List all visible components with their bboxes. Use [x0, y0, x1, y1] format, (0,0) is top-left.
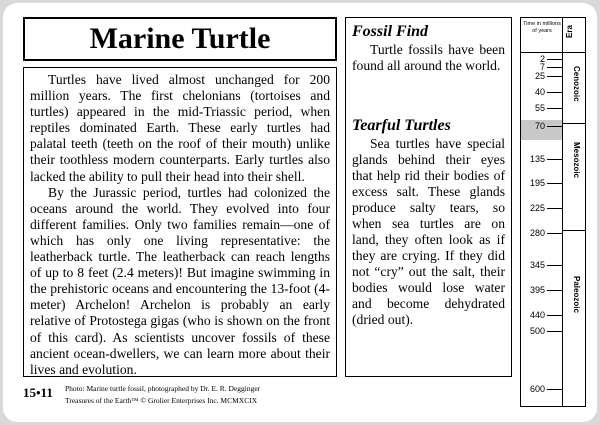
era-paleozoic: Paleozoic [572, 276, 581, 313]
fossil-find-text: Turtle fossils have been found all around the world. [352, 42, 505, 73]
tick-label: 55 [534, 103, 545, 113]
tick-mark [547, 126, 562, 127]
tick-mark [547, 290, 562, 291]
era-separator [562, 123, 585, 124]
page-title: Marine Turtle [89, 22, 271, 55]
tick-label: 7 [539, 62, 545, 72]
era-separator [562, 230, 585, 231]
sidebar-box [345, 17, 512, 377]
main-paragraph-2: By the Jurassic period, turtles had colonized the oceans around the world. They evolved into four different families. Only two families remain—one of which has only one living representative: the leatherback turtle. The leatherback can reach lengths of up to 8 feet (2.4 meters)! But imagine swimming in the prehistoric oceans and encountering the 13-foot (4-meter) Archelon! Archelon is probably an early relative of Protostega gigas (who is shown on the front of this card). As scientists uncover fossils of these ancient ocean-dwellers, we can learn more about their lives and evolution. [30, 184, 330, 377]
tick-mark [547, 159, 562, 160]
timeline-divider [562, 18, 563, 406]
tick-mark [547, 183, 562, 184]
tick-label: 600 [529, 384, 545, 394]
tick-mark [547, 389, 562, 390]
credit-text [65, 383, 260, 407]
main-paragraph-1: Turtles have lived almost unchanged for 200 million years. The first chelonians (tortoises and turtles) appeared in the mid-Triassic period, when reptiles dominated Earth. These early turtles had palatal teeth (teeth on the roof of their mouth) unlike their toothless modern counterparts. Early turtles also lacked the ability to pull their head into their shell. [30, 72, 330, 184]
tick-mark [547, 208, 562, 209]
era-cenozoic: Cenozoic [572, 66, 581, 102]
tick-mark [547, 76, 562, 77]
tick-mark [547, 265, 562, 266]
tick-label: 40 [534, 87, 545, 97]
tick-label: 195 [529, 178, 545, 188]
tick-label: 25 [534, 71, 545, 81]
tick-label: 135 [529, 154, 545, 164]
geologic-timeline [520, 17, 586, 407]
timeline-header [521, 18, 585, 53]
tick-mark [547, 92, 562, 93]
main-text-box [23, 67, 337, 377]
tick-label: 225 [529, 203, 545, 213]
card-number: 15•11 [23, 385, 53, 400]
tick-label: 280 [529, 228, 545, 238]
tick-label: 70 [534, 121, 545, 131]
tick-label: 2 [539, 54, 545, 64]
tick-mark [547, 108, 562, 109]
tick-label: 345 [529, 260, 545, 270]
tearful-turtles-heading: Tearful Turtles [352, 117, 451, 134]
timeline-era-header: Era [565, 25, 574, 38]
timeline-time-header: Time in millions of years [523, 21, 561, 34]
tick-label: 395 [529, 285, 545, 295]
title-box [23, 17, 337, 61]
tick-mark [547, 315, 562, 316]
credit-line-1: Photo: Marine turtle fossil, photographed by Dr. E. R. Degginger [65, 384, 261, 393]
fossil-find-heading: Fossil Find [352, 23, 429, 40]
card [3, 3, 597, 422]
tick-mark [547, 233, 562, 234]
credit-line-2: Treasures of the Earth™ © Grolier Enterprises Inc. MCMXCIX [65, 396, 258, 405]
tick-label: 440 [529, 310, 545, 320]
tick-mark [547, 67, 562, 68]
era-mesozoic: Mesozoic [572, 142, 581, 179]
tick-label: 500 [529, 326, 545, 336]
tearful-turtles-text: Sea turtles have special glands behind their eyes that help rid their bodies of excess salt. These glands produce salty tears, so when sea turtles are on land, they often look as if they are crying. If they did not “cry” out the salt, their bodies would lose water and become dehydrated (dried out). [352, 136, 505, 327]
tick-mark [547, 59, 562, 60]
tick-mark [547, 331, 562, 332]
